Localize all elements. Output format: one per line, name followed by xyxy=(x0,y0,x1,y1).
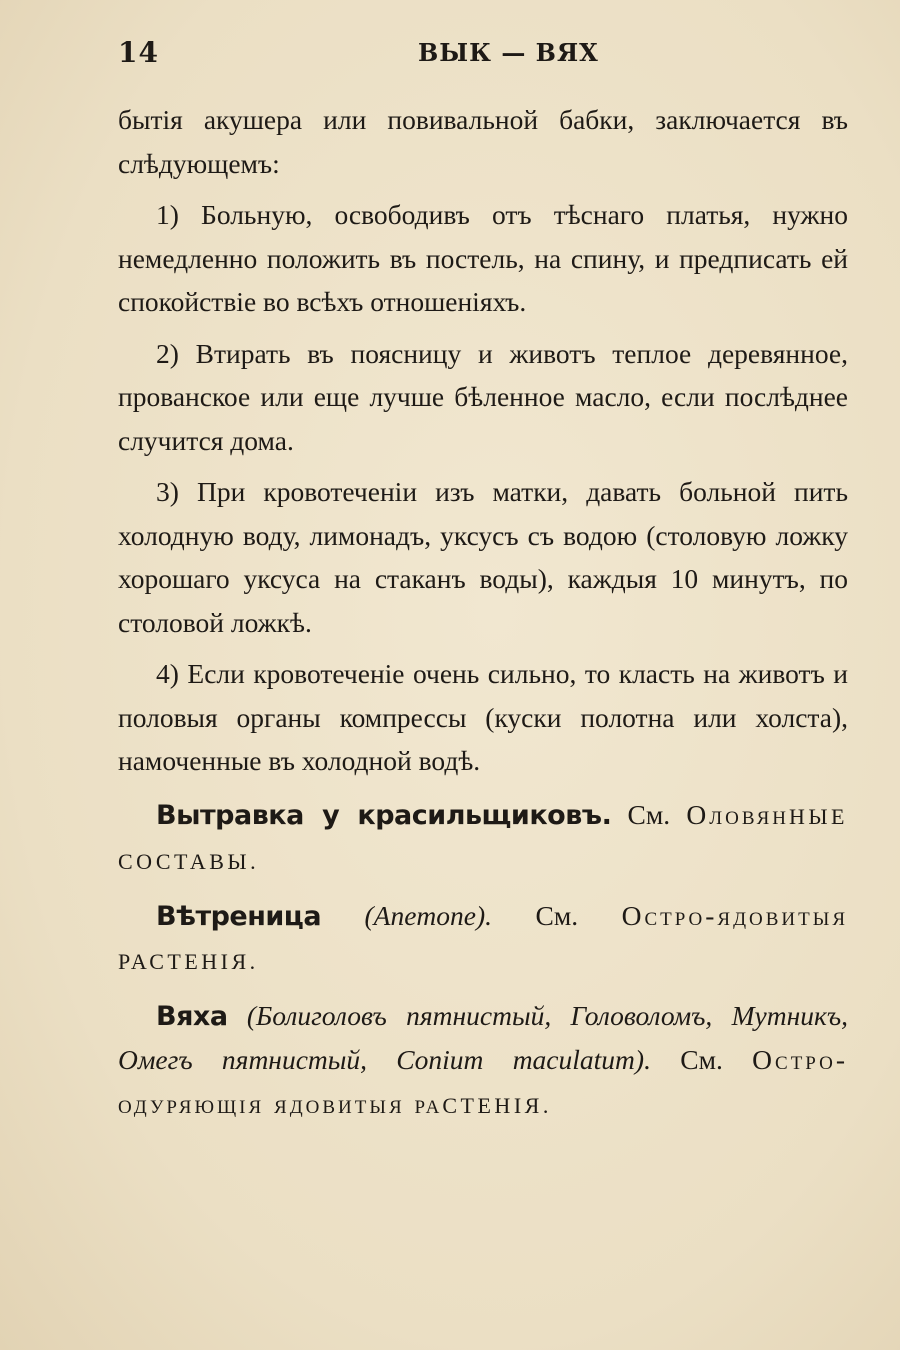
page-header xyxy=(118,36,848,76)
entry-reference-continued: СТЕНІЯ. xyxy=(442,1092,552,1118)
entry-see: См. xyxy=(611,798,687,830)
paragraph-item-1: 1) Больную, освободивъ отъ тѣснаго платья, нужно немедленно положить въ постель, на спину, и предписать ей спокойствіе во всѣхъ отношеніяхъ. xyxy=(118,199,848,317)
paragraph-intro: бытія акушера или повивальной бабки, заключается въ слѣдующемъ: xyxy=(118,104,848,179)
entry-headword: Вытравка у красильщиковъ. xyxy=(156,799,612,831)
paragraph-item-2: 2) Втирать въ поясницу и животъ теплое деревянное, прованское или еще лучше бѣленное масло, если послѣднее случится дома. xyxy=(118,337,848,456)
paragraph-item-4: 4) Если кровотеченіе очень сильно, то класть на животъ и половыя органы компрессы (куски полотна или холста), намоченные въ холодной водѣ. xyxy=(118,658,848,776)
paragraph-item-3: 3) При кровотеченіи изъ матки, давать больной пить холодную воду, лимонадъ, уксусъ съ водою (столовую ложку хорошаго уксуса на стаканъ воды), каждыя 10 минутъ, по столовой ложкѣ. xyxy=(118,476,848,638)
entry-latin-name: (Болиголовъ пятнистый, Головоломъ, Мутникъ, Омегъ пятнистый, Conium maculatum). xyxy=(118,999,848,1075)
entry-headword: Вѣтреница xyxy=(156,900,322,932)
entry-see: См. xyxy=(650,1044,753,1075)
entry-reference: Остро-ядовитыя xyxy=(621,899,848,931)
entry-reference-continued: НЫЕ СОСТАВЫ. xyxy=(118,803,848,874)
running-head: ВЫК — ВЯХ xyxy=(418,38,599,67)
entry-reference: Остро-одуряющія ядовитыя ра xyxy=(118,1044,848,1119)
entry-reference: Оловян xyxy=(686,798,789,830)
entry-latin-name: (Anemone). xyxy=(364,899,493,931)
page-body xyxy=(118,98,848,1127)
entry-see: См. xyxy=(492,899,622,931)
entry-vytravka xyxy=(118,793,848,884)
page-number: 14 xyxy=(118,36,159,69)
entry-headword: Вяха xyxy=(156,1000,228,1032)
entry-vetrenitsa xyxy=(118,894,848,984)
entry-reference-continued: РАСТЕНІЯ. xyxy=(118,949,259,974)
entry-vyakha xyxy=(118,994,848,1128)
